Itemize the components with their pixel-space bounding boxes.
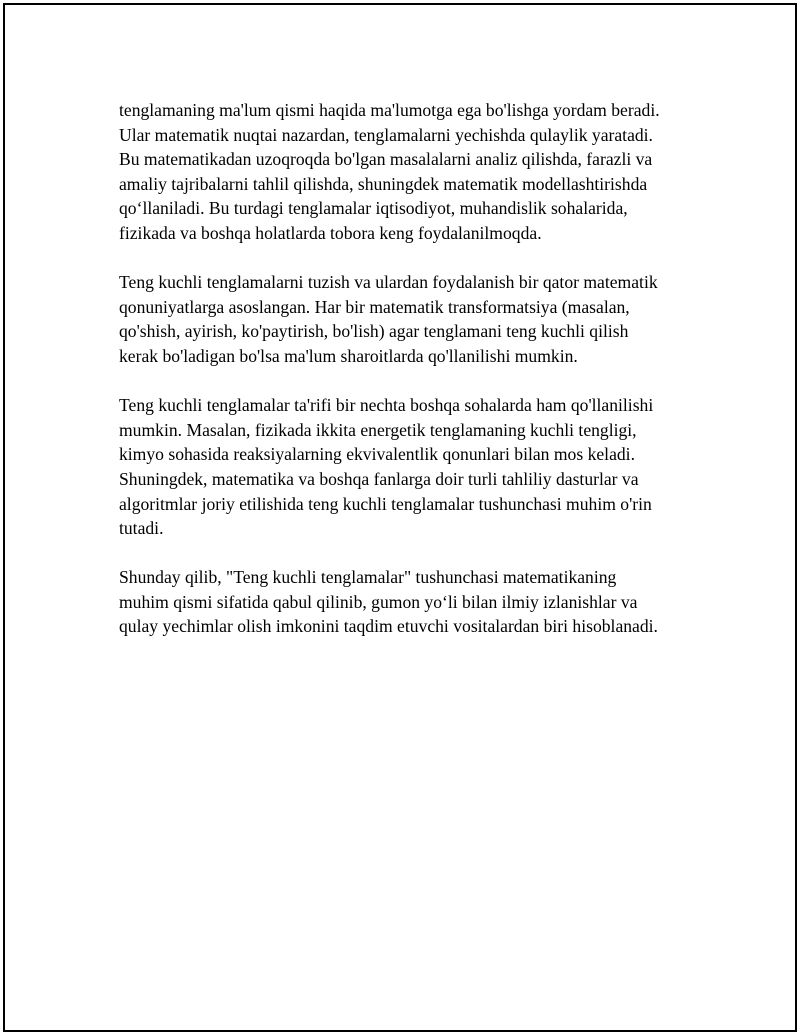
paragraph-3: Teng kuchli tenglamalar ta'rifi bir nechta boshqa sohalarda ham qo'llanilishi mumkin. Masalan, fizikada ikkita energetik tenglamaning kuchli tengligi, kimyo sohasida reaksiyalarning ekvivalentlik qonunlari bilan mos keladi. Shuningdek, matematika va boshqa fanlarga doir turli tahliliy dasturlar va algoritmlar joriy etilishida teng kuchli tenglamalar tushunchasi muhim o'rin tutadi. — [119, 395, 654, 539]
paragraph-2: Teng kuchli tenglamalarni tuzish va ulardan foydalanish bir qator matematik qonuniyatlarga asoslangan. Har bir matematik transformatsiya (masalan, qo'shish, ayirish, ko'paytirish, bo'lish) agar tenglamani teng kuchli qilish kerak bo'ladigan bo'lsa ma'lum sharoitlarda qo'llanilishi mumkin. — [119, 272, 658, 366]
paragraph-4: Shunday qilib, "Teng kuchli tenglamalar" tushunchasi matematikaning muhim qismi sifatida qabul qilinib, gumon yo‘li bilan ilmiy izlanishlar va qulay yechimlar olish imkonini taqdim etuvchi vositalardan biri hisoblanadi. — [119, 567, 658, 637]
document-body — [119, 98, 699, 664]
paragraph-1: tenglamaning ma'lum qismi haqida ma'lumotga ega bo'lishga yordam beradi. Ular matematik nuqtai nazardan, tenglamalarni yechishda qulaylik yaratadi. Bu matematikadan uzoqroqda bo'lgan masalalarni analiz qilishda, farazli va amaliy tajribalarni tahlil qilishda, shuningdek matematik modellashtirishda qo‘llaniladi. Bu turdagi tenglamalar iqtisodiyot, muhandislik sohalarida, fizikada va boshqa holatlarda tobora keng foydalanilmoqda. — [119, 100, 660, 243]
document-page — [3, 3, 797, 1032]
